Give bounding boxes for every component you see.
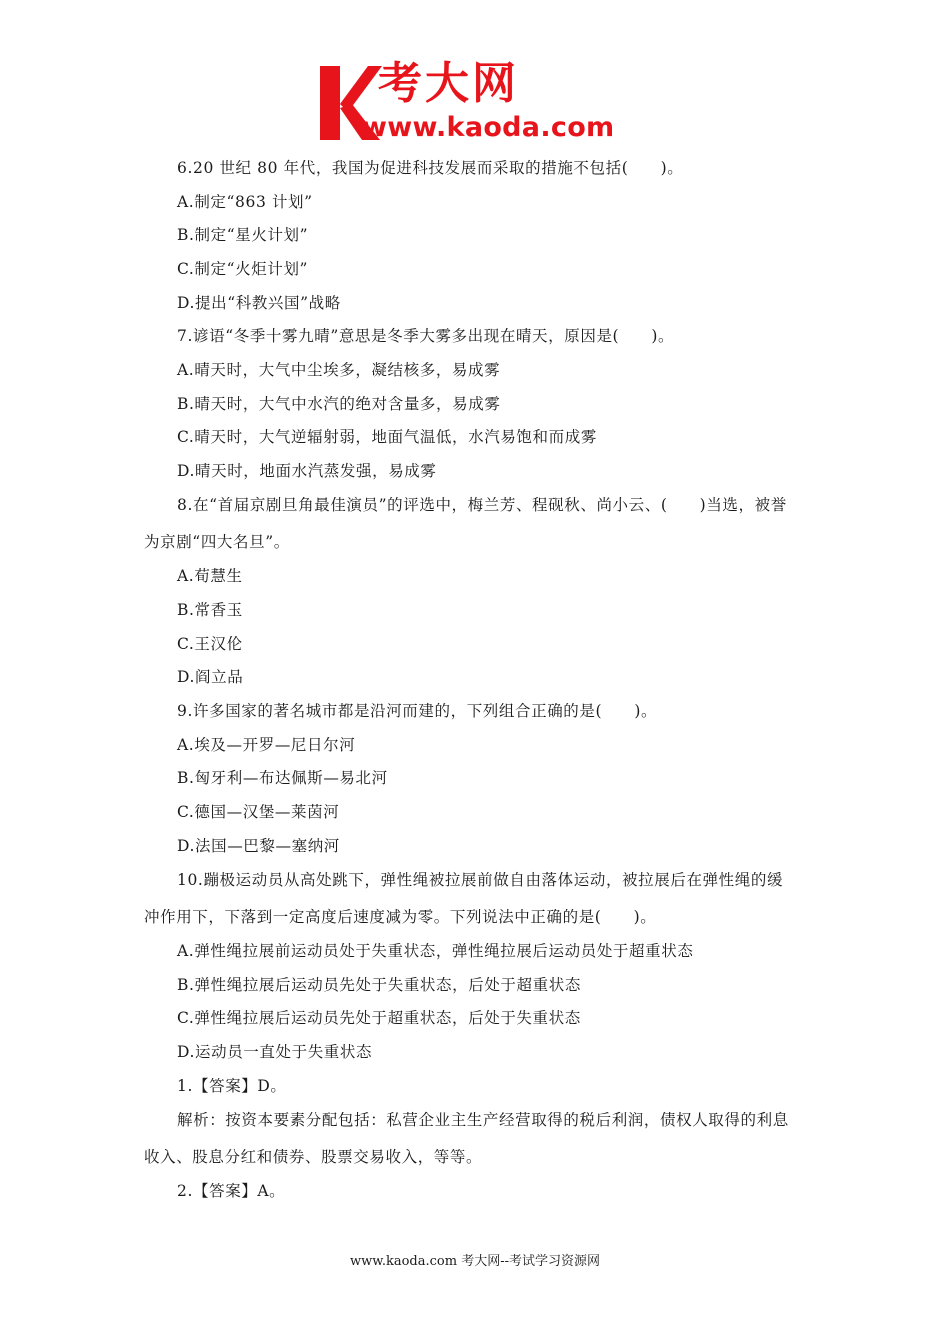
answer-1-explanation: 解析：按资本要素分配包括：私营企业主生产经营取得的税后利润，债权人取得的利息 bbox=[177, 1111, 789, 1129]
logo-brand-cn: 考大网 bbox=[378, 58, 519, 109]
question-8-option-a: A.荀慧生 bbox=[177, 567, 243, 585]
answer-1: 1.【答案】D。 bbox=[177, 1077, 287, 1095]
question-10-option-b: B.弹性绳拉展后运动员先处于失重状态，后处于超重状态 bbox=[177, 976, 581, 994]
page-footer: www.kaoda.com 考大网--考试学习资源网 bbox=[350, 1254, 600, 1269]
question-8-option-b: B.常香玉 bbox=[177, 601, 243, 619]
logo-brand-url: www.kaoda.com bbox=[362, 112, 615, 143]
question-9-option-c: C.德国—汉堡—莱茵河 bbox=[177, 803, 340, 821]
question-9-option-b: B.匈牙利—布达佩斯—易北河 bbox=[177, 769, 388, 787]
question-7-option-d: D.晴天时，地面水汽蒸发强，易成雾 bbox=[177, 462, 437, 480]
question-9-stem: 9.许多国家的著名城市都是沿河而建的，下列组合正确的是( )。 bbox=[177, 702, 658, 720]
question-6-stem: 6.20 世纪 80 年代，我国为促进科技发展而采取的措施不包括( )。 bbox=[177, 159, 684, 177]
question-7-stem: 7.谚语“冬季十雾九晴”意思是冬季大雾多出现在晴天，原因是( )。 bbox=[177, 327, 675, 345]
question-8-option-c: C.王汉伦 bbox=[177, 635, 243, 653]
answer-2: 2.【答案】A。 bbox=[177, 1182, 286, 1200]
kaoda-logo bbox=[318, 58, 648, 146]
question-9-option-a: A.埃及—开罗—尼日尔河 bbox=[177, 736, 356, 754]
question-8-stem-cont: 为京剧“四大名旦”。 bbox=[144, 533, 290, 551]
question-7-option-b: B.晴天时，大气中水汽的绝对含量多，易成雾 bbox=[177, 395, 501, 413]
question-10-option-d: D.运动员一直处于失重状态 bbox=[177, 1043, 373, 1061]
question-6-option-b: B.制定“星火计划” bbox=[177, 226, 309, 244]
question-10-option-c: C.弹性绳拉展后运动员先处于超重状态，后处于失重状态 bbox=[177, 1009, 581, 1027]
question-6-option-c: C.制定“火炬计划” bbox=[177, 260, 309, 278]
question-10-stem: 10.蹦极运动员从高处跳下，弹性绳被拉展前做自由落体运动，被拉展后在弹性绳的缓 bbox=[177, 871, 784, 889]
question-9-option-d: D.法国—巴黎—塞纳河 bbox=[177, 837, 340, 855]
question-8-stem: 8.在“首届京剧旦角最佳演员”的评选中，梅兰芳、程砚秋、尚小云、( )当选，被誉 bbox=[177, 496, 787, 514]
question-8-option-d: D.阎立品 bbox=[177, 668, 244, 686]
question-7-option-c: C.晴天时，大气逆辐射弱，地面气温低，水汽易饱和而成雾 bbox=[177, 428, 597, 446]
question-10-stem-cont: 冲作用下，下落到一定高度后速度减为零。下列说法中正确的是( )。 bbox=[144, 908, 657, 926]
answer-1-explanation-cont: 收入、股息分红和债券、股票交易收入，等等。 bbox=[144, 1148, 483, 1166]
question-6-option-a: A.制定“863 计划” bbox=[177, 193, 313, 211]
question-6-option-d: D.提出“科教兴国”战略 bbox=[177, 294, 341, 312]
question-7-option-a: A.晴天时，大气中尘埃多，凝结核多，易成雾 bbox=[177, 361, 501, 379]
question-10-option-a: A.弹性绳拉展前运动员处于失重状态，弹性绳拉展后运动员处于超重状态 bbox=[177, 942, 694, 960]
